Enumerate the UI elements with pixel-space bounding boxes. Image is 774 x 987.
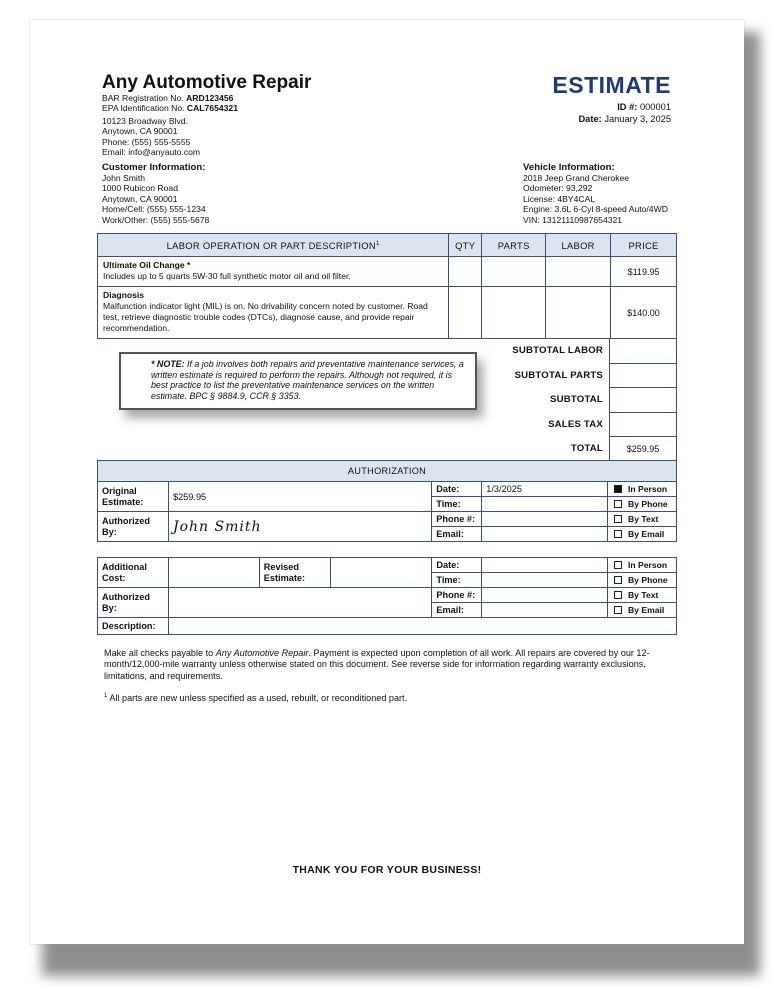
- rev-email-label: Email:: [432, 603, 482, 618]
- shop-name: Any Automotive Repair: [102, 72, 312, 93]
- subtotal-value[interactable]: [610, 388, 677, 413]
- checkbox-checked-icon: [614, 485, 622, 493]
- checkbox-icon: [614, 561, 622, 569]
- method-label: By Email: [627, 529, 665, 539]
- vehicle-info: [523, 162, 668, 225]
- vehicle-license: License: 4BY4CAL: [523, 193, 596, 204]
- shop-email: Email: info@anyauto.com: [102, 147, 201, 158]
- thank-you-message: THANK YOU FOR YOUR BUSINESS!: [292, 864, 482, 876]
- method-by-phone[interactable]: [607, 497, 676, 512]
- payment-text: . Payment is expected upon completion of all work. All repairs are covered by our 12-month/12,000-mile warranty unless otherwise stated on this document. See reverse side for information regarding warranty exclusions, limitations, and requirements.: [104, 648, 650, 681]
- method-by-text[interactable]: [607, 512, 676, 527]
- date-value: January 3, 2025: [604, 114, 671, 124]
- auth-phone-field[interactable]: [482, 512, 608, 527]
- original-estimate-value[interactable]: $259.95: [168, 482, 431, 512]
- auth-time-field[interactable]: [482, 497, 608, 512]
- item-labor[interactable]: [546, 257, 611, 287]
- customer-info: [102, 162, 209, 225]
- item-detail: Includes up to 5 quarts 5W-30 full synthetic motor oil and oil filter.: [103, 271, 351, 281]
- checkbox-icon: [614, 515, 622, 523]
- additional-cost-label: Additional Cost:: [98, 558, 169, 588]
- vehicle-vin: VIN: 13121110987654321: [523, 214, 623, 225]
- parts-header: PARTS: [482, 234, 546, 257]
- price-header: PRICE: [611, 234, 677, 257]
- shop-registration: [102, 93, 238, 114]
- customer-address-2: Anytown, CA 90001: [102, 193, 178, 204]
- vehicle-model: 2018 Jeep Grand Cherokee: [523, 173, 630, 183]
- auth-email-label: Email:: [432, 527, 482, 542]
- id-label: ID #:: [617, 102, 638, 112]
- signature: John Smith: [172, 518, 262, 535]
- footnote-mark: 1: [375, 240, 380, 247]
- total-value[interactable]: $259.95: [610, 437, 677, 462]
- subtotal-parts-value[interactable]: [610, 363, 677, 388]
- rev-time-label: Time:: [432, 573, 482, 588]
- totals-table: [502, 338, 677, 462]
- payment-shop: Any Automotive Repair: [215, 648, 309, 658]
- epa-label: EPA Identification No.: [102, 103, 185, 114]
- revised-estimate-label: Revised Estimate:: [259, 558, 330, 588]
- customer-heading: Customer Information:: [102, 162, 206, 173]
- customer-work-other: Work/Other: (555) 555-5678: [102, 214, 210, 225]
- note-prefix: * NOTE:: [151, 359, 185, 369]
- shop-contact: [102, 116, 200, 158]
- revised-estimate-field[interactable]: [330, 558, 432, 588]
- payment-prefix: Make all checks payable to: [104, 648, 214, 658]
- method-by-email[interactable]: [607, 603, 676, 618]
- item-detail: Malfunction indicator light (MIL) is on. No drivability concern noted by customer. Road test, retrieve diagnostic trouble codes (DTCs), diagnose cause, and provide repair recommendation.: [103, 301, 428, 333]
- revision-table: [97, 557, 677, 635]
- subtotal-labor-label: SUBTOTAL LABOR: [512, 345, 603, 357]
- document-meta: [578, 101, 671, 125]
- vehicle-engine: Engine: 3.6L 6-Cyl 8-speed Auto/4WD: [523, 204, 668, 215]
- description-label: Description:: [98, 618, 169, 635]
- shop-phone: Phone: (555) 555-5555: [102, 136, 191, 147]
- bar-label: BAR Registration No.: [102, 93, 184, 103]
- payment-terms: [104, 648, 678, 682]
- rev-authorized-by-label: Authorized By:: [98, 588, 169, 618]
- item-price[interactable]: $140.00: [611, 287, 677, 339]
- method-label: By Text: [627, 590, 659, 600]
- item-price[interactable]: $119.95: [611, 257, 677, 287]
- method-by-email[interactable]: [607, 527, 676, 542]
- auth-date-label: Date:: [432, 482, 482, 497]
- authorized-by-label: Authorized By:: [98, 512, 169, 542]
- description-header: [98, 234, 449, 257]
- method-by-text[interactable]: [607, 588, 676, 603]
- checkbox-icon: [614, 530, 622, 538]
- item-description[interactable]: [98, 257, 449, 287]
- auth-phone-label: Phone #:: [432, 512, 482, 527]
- note-text: If a job involves both repairs and preventative maintenance services, a written estimate is required to perform the repairs. Although not required, it is best practice to list the preventative maintenance services on the written estimate. BPC § 9884.9, CCR § 3353.: [151, 359, 464, 401]
- date-label: Date:: [578, 114, 602, 124]
- checkbox-icon: [614, 576, 622, 584]
- table-row: [98, 257, 677, 287]
- checkbox-icon: [614, 591, 622, 599]
- items-header-row: [98, 234, 677, 257]
- method-label: By Text: [627, 514, 659, 524]
- auth-email-field[interactable]: [482, 527, 608, 542]
- item-title: Diagnosis: [103, 290, 145, 300]
- method-label: In Person: [627, 484, 668, 494]
- item-qty[interactable]: [449, 287, 482, 339]
- checkbox-icon: [614, 606, 622, 614]
- rev-phone-field[interactable]: [482, 588, 608, 603]
- footnote-mark: 1: [104, 693, 108, 699]
- item-title: Ultimate Oil Change *: [103, 260, 191, 270]
- description-field[interactable]: [168, 618, 676, 635]
- shop-address-2: Anytown, CA 90001: [102, 126, 178, 137]
- parts-footnote: [104, 693, 407, 703]
- rev-email-field[interactable]: [482, 603, 608, 618]
- subtotal-labor-value[interactable]: [610, 339, 677, 364]
- footnote-text: All parts are new unless specified as a used, rebuilt, or reconditioned part.: [109, 693, 408, 704]
- items-table: [97, 233, 677, 339]
- authorized-by-field[interactable]: [168, 512, 431, 542]
- rev-authorized-by-field[interactable]: [168, 588, 431, 618]
- customer-address-1: 1000 Rubicon Road: [102, 183, 178, 194]
- checkbox-icon: [614, 500, 622, 508]
- auth-time-label: Time:: [432, 497, 482, 512]
- rev-date-field[interactable]: [482, 558, 608, 573]
- method-label: By Phone: [627, 499, 668, 509]
- id-value: 000001: [639, 102, 671, 112]
- additional-cost-field[interactable]: [168, 558, 259, 588]
- epa-value: CAL7654321: [186, 103, 238, 114]
- rev-date-label: Date:: [432, 558, 482, 573]
- method-label: In Person: [627, 560, 668, 570]
- method-label: By Email: [627, 605, 665, 615]
- customer-home-cell: Home/Cell: (555) 555-1234: [102, 204, 206, 215]
- sales-tax-value[interactable]: [610, 412, 677, 437]
- item-description[interactable]: [98, 287, 449, 339]
- method-label: By Phone: [627, 575, 668, 585]
- item-qty[interactable]: [449, 257, 482, 287]
- rev-time-field[interactable]: [482, 573, 608, 588]
- subtotal-parts-label: SUBTOTAL PARTS: [514, 369, 603, 381]
- qty-header: QTY: [449, 234, 482, 257]
- authorization-table: [97, 460, 677, 542]
- estimate-page: [30, 20, 744, 944]
- item-parts[interactable]: [482, 257, 546, 287]
- bar-value: ARD123456: [186, 93, 234, 103]
- description-header-label: LABOR OPERATION OR PART DESCRIPTION: [166, 239, 376, 251]
- subtotal-label: SUBTOTAL: [550, 394, 603, 406]
- item-parts[interactable]: [482, 287, 546, 339]
- sales-tax-label: SALES TAX: [548, 418, 603, 430]
- vehicle-heading: Vehicle Information:: [523, 162, 615, 173]
- labor-header: LABOR: [546, 234, 611, 257]
- original-estimate-label: Original Estimate:: [98, 482, 169, 512]
- note-box: [119, 352, 477, 410]
- shop-address-1: 10123 Broadway Blvd.: [102, 116, 188, 126]
- method-in-person[interactable]: [607, 558, 676, 573]
- method-by-phone[interactable]: [607, 573, 676, 588]
- method-in-person[interactable]: [607, 482, 676, 497]
- vehicle-odometer: Odometer: 93,292: [523, 183, 593, 194]
- total-label: TOTAL: [570, 443, 603, 455]
- auth-date-field[interactable]: 1/3/2025: [482, 482, 608, 497]
- customer-name: John Smith: [102, 173, 145, 183]
- rev-phone-label: Phone #:: [432, 588, 482, 603]
- item-labor[interactable]: [546, 287, 611, 339]
- table-row: [98, 287, 677, 339]
- authorization-heading: AUTHORIZATION: [98, 461, 677, 482]
- document-title: ESTIMATE: [552, 72, 671, 98]
